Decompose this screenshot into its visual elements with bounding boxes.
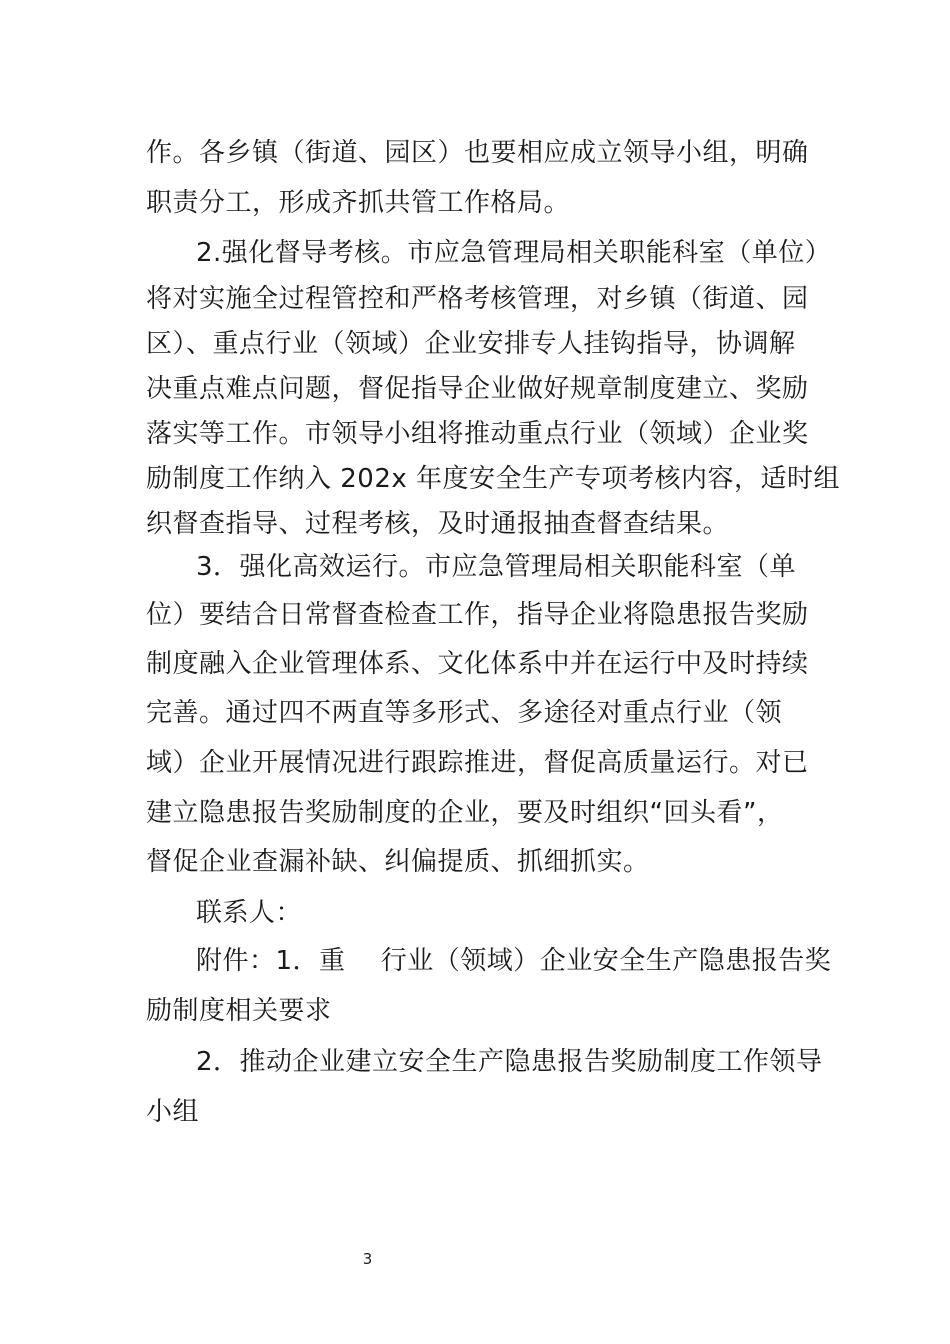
paragraph-line: 督促企业查漏补缺、纠偏提质、抓细抓实。 xyxy=(146,847,650,877)
paragraph-line: 区）、重点行业（领域）企业安排专人挂钩指导，协调解 xyxy=(146,329,796,359)
section-3-heading-line: 3．强化高效运行。市应急管理局相关职能科室（单 xyxy=(196,552,797,582)
paragraph-line: 作。各乡镇（街道、园区）也要相应成立领导小组，明确 xyxy=(146,138,809,168)
attachment-line: 励制度相关要求 xyxy=(146,996,332,1026)
paragraph-line: 完善。通过四不两直等多形式、多途径对重点行业（领 xyxy=(146,698,783,728)
attachment-line: 2．推动企业建立安全生产隐患报告奖励制度工作领导 xyxy=(196,1047,823,1077)
paragraph-line: 位）要结合日常督查检查工作，指导企业将隐患报告奖励 xyxy=(146,600,809,630)
section-2-heading-line: 2.强化督导考核。市应急管理局相关职能科室（单位） xyxy=(196,238,832,268)
page-number: 3 xyxy=(362,1250,373,1268)
paragraph-line: 励制度工作纳入 202x 年度安全生产专项考核内容，适时组 xyxy=(146,464,841,494)
paragraph-line: 制度融入企业管理体系、文化体系中并在运行中及时持续 xyxy=(146,649,809,679)
attachment-line: 小组 xyxy=(146,1097,200,1127)
paragraph-line: 域）企业开展情况进行跟踪推进，督促高质量运行。对已 xyxy=(146,748,809,778)
paragraph-line: 建立隐患报告奖励制度的企业，要及时组织“回头看”， xyxy=(146,798,784,828)
paragraph-line: 职责分工，形成齐抓共管工作格局。 xyxy=(146,188,571,218)
paragraph-line: 织督查指导、过程考核，及时通报抽查督查结果。 xyxy=(146,509,730,539)
attachment-line: 附件：1．重 行业（领域）企业安全生产隐患报告奖 xyxy=(196,946,832,976)
contact-label: 联系人： xyxy=(196,898,303,928)
paragraph-line: 将对实施全过程管控和严格考核管理，对乡镇（街道、园 xyxy=(146,284,809,314)
paragraph-line: 落实等工作。市领导小组将推动重点行业（领域）企业奖 xyxy=(146,419,809,449)
paragraph-line: 决重点难点问题，督促指导企业做好规章制度建立、奖励 xyxy=(146,374,809,404)
